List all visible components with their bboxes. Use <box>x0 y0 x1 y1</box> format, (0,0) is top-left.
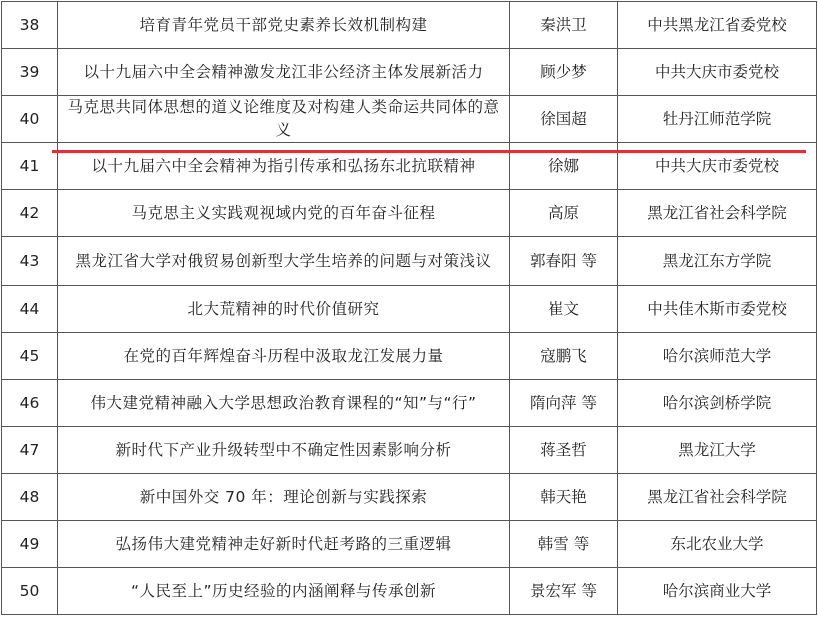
paper-title: 北大荒精神的时代价值研究 <box>58 286 510 333</box>
organization-name: 中共佳木斯市委党校 <box>618 286 817 333</box>
organization-name: 黑龙江大学 <box>618 427 817 474</box>
organization-name: 牡丹江师范学院 <box>618 96 817 143</box>
organization-name: 黑龙江省社会科学院 <box>618 190 817 237</box>
organization-name: 哈尔滨师范大学 <box>618 333 817 380</box>
organization-name: 中共大庆市委党校 <box>618 143 817 190</box>
table-row <box>2 2 817 49</box>
table-row <box>2 333 817 380</box>
organization-name: 黑龙江省社会科学院 <box>618 474 817 521</box>
author-name: 徐国超 <box>510 96 618 143</box>
row-number: 38 <box>2 2 58 49</box>
row-number: 47 <box>2 427 58 474</box>
organization-name: 哈尔滨剑桥学院 <box>618 380 817 427</box>
row-number: 46 <box>2 380 58 427</box>
results-table <box>1 1 817 615</box>
author-name: 顾少梦 <box>510 49 618 96</box>
paper-title: 新时代下产业升级转型中不确定性因素影响分析 <box>58 427 510 474</box>
author-name: 秦洪卫 <box>510 2 618 49</box>
row-number: 48 <box>2 474 58 521</box>
table-row <box>2 568 817 615</box>
row-number: 40 <box>2 96 58 143</box>
row-number: 42 <box>2 190 58 237</box>
table-row <box>2 190 817 237</box>
paper-title: 伟大建党精神融入大学思想政治教育课程的“知”与“行” <box>58 380 510 427</box>
paper-title: 培育青年党员干部党史素养长效机制构建 <box>58 2 510 49</box>
row-number: 45 <box>2 333 58 380</box>
organization-name: 中共黑龙江省委党校 <box>618 2 817 49</box>
table-row <box>2 96 817 143</box>
table-row <box>2 49 817 96</box>
author-name: 景宏军 等 <box>510 568 618 615</box>
row-number: 41 <box>2 143 58 190</box>
table-row <box>2 286 817 333</box>
row-number: 39 <box>2 49 58 96</box>
paper-title: 以十九届六中全会精神激发龙江非公经济主体发展新活力 <box>58 49 510 96</box>
table-row <box>2 427 817 474</box>
table-row <box>2 237 817 286</box>
table-row <box>2 380 817 427</box>
row-number: 50 <box>2 568 58 615</box>
table-row <box>2 521 817 568</box>
paper-title: 新中国外交 70 年：理论创新与实践探索 <box>58 474 510 521</box>
paper-title: 马克思共同体思想的道义论维度及对构建人类命运共同体的意义 <box>58 96 510 143</box>
paper-title: 弘扬伟大建党精神走好新时代赶考路的三重逻辑 <box>58 521 510 568</box>
author-name: 蒋圣哲 <box>510 427 618 474</box>
red-highlight-line <box>52 150 806 153</box>
author-name: 隋向萍 等 <box>510 380 618 427</box>
paper-title: 马克思主义实践观视域内党的百年奋斗征程 <box>58 190 510 237</box>
author-name: 徐娜 <box>510 143 618 190</box>
author-name: 高原 <box>510 190 618 237</box>
row-number: 49 <box>2 521 58 568</box>
organization-name: 中共大庆市委党校 <box>618 49 817 96</box>
organization-name: 哈尔滨商业大学 <box>618 568 817 615</box>
organization-name: 东北农业大学 <box>618 521 817 568</box>
paper-title: 以十九届六中全会精神为指引传承和弘扬东北抗联精神 <box>58 143 510 190</box>
paper-title: 在党的百年辉煌奋斗历程中汲取龙江发展力量 <box>58 333 510 380</box>
author-name: 韩雪 等 <box>510 521 618 568</box>
row-number: 43 <box>2 237 58 286</box>
paper-title: 黑龙江省大学对俄贸易创新型大学生培养的问题与对策浅议 <box>58 237 510 286</box>
organization-name: 黑龙江东方学院 <box>618 237 817 286</box>
table-row <box>2 474 817 521</box>
author-name: 寇鹏飞 <box>510 333 618 380</box>
row-number: 44 <box>2 286 58 333</box>
paper-title: “人民至上”历史经验的内涵阐释与传承创新 <box>58 568 510 615</box>
author-name: 郭春阳 等 <box>510 237 618 286</box>
author-name: 韩天艳 <box>510 474 618 521</box>
author-name: 崔文 <box>510 286 618 333</box>
